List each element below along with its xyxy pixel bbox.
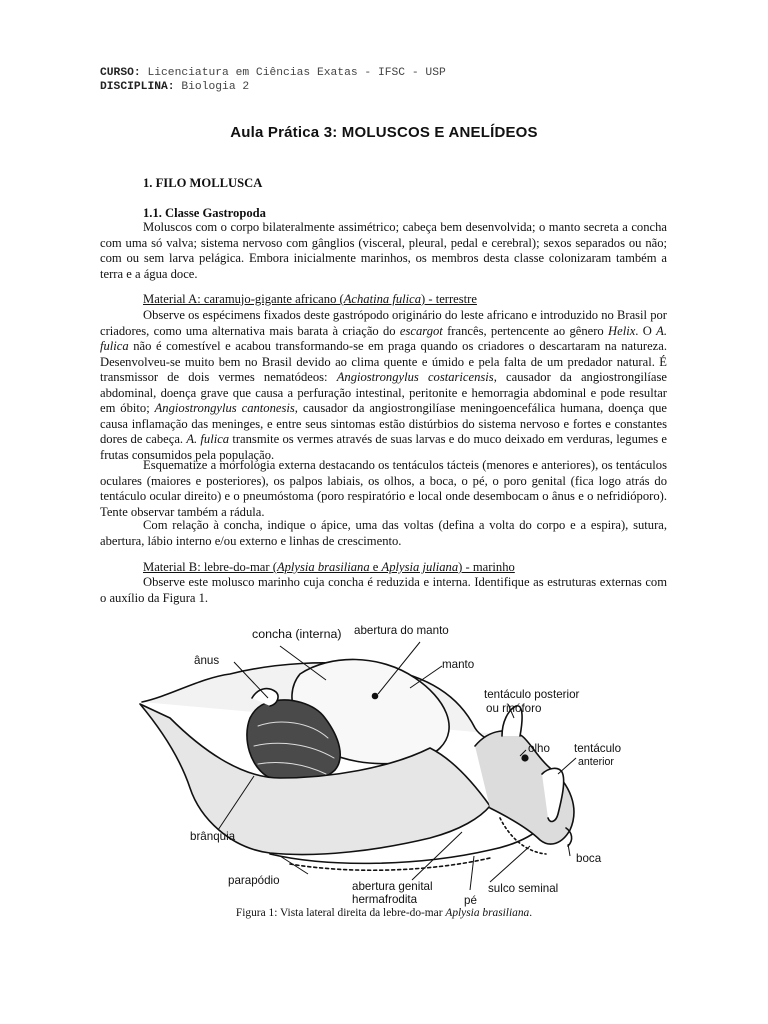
material-a-paragraph-3: Com relação à concha, indique o ápice, uma das voltas (defina a volta do corpo e a espira), sutura, abertura, lábio interno e/ou externo e linhas de crescimento. — [100, 518, 667, 548]
label-anus: ânus — [194, 654, 220, 667]
label-posterior-tentacle: tentáculo posterior — [484, 688, 580, 701]
discipline-value: Biologia 2 — [181, 80, 250, 93]
mantle-opening-dot — [373, 694, 378, 699]
figure-caption: Figura 1: Vista lateral direita da lebre-do-mar Aplysia brasiliana. — [235, 907, 533, 919]
material-b-heading: Material B: lebre-do-mar (Aplysia brasiliana e Aplysia juliana) - marinho — [143, 560, 515, 574]
subsection-heading-gastropoda: 1.1. Classe Gastropoda — [143, 206, 266, 220]
eye — [522, 755, 528, 761]
course-label: CURSO: — [100, 67, 141, 79]
course-line — [100, 67, 446, 81]
label-genital-opening: abertura genital — [352, 880, 433, 893]
label-foot: pé — [464, 894, 477, 907]
label-mantle-opening: abertura do manto — [354, 624, 449, 637]
label-seminal-groove: sulco seminal — [488, 882, 559, 895]
material-a-paragraph-2: Esquematize a morfologia externa destacando os tentáculos tácteis (menores e anteriores), os tentáculos oculares (maiores e posteriores), os palpos labiais, os olhos, a boca, o pé, o poro genital (fica logo atrás do tentáculo ocular direito) e o pneumóstoma (poro respiratório e local onde desembocam o ânus e o nefridióporo). Tente observar também a rádula. — [100, 458, 667, 519]
material-a-paragraph-1: Observe os espécimens fixados deste gastrópodo originário do leste africano e introduzido no Brasil por criadores, como uma alternativa mais barata à criação do escargot francês, pertencente ao gênero Helix. O A. fulica não é comestível e acabou transformando-se em praga quando os criadores o descartaram na natureza. Desenvolveu-se muito bem no Brasil devido ao clima quente e úmido e pela falta de um predador natural. É transmissor de dois vermes nematódeos: Angiostrongylus costaricensis, causador da angiostrongilíase abdominal, doença grave que causa a perfuração intestinal, peritonite e hemorragia abdominal e pode resultar em óbito; Angiostrongylus cantonesis, causador da angiostrongilíase meningoencefálica humana, doença que causa inflamação das meninges, e entre seus sintomas estão distúrbios do sistema nervoso e fortes e constantes dores de cabeça. A. fulica transmite os vermes através de suas larvas e do muco deixado em verduras, legumes e frutas consumidos pela população. — [100, 308, 668, 462]
section-heading-mollusca: 1. FILO MOLLUSCA — [143, 176, 263, 190]
label-mantle: manto — [442, 658, 475, 671]
label-rhinophore: ou rinóforo — [486, 702, 542, 715]
label-mouth: boca — [576, 852, 602, 865]
gastropoda-intro-paragraph: Moluscos com o corpo bilateralmente assimétrico; cabeça bem desenvolvida; o manto secreta a concha com uma só valva; sistema nervoso com gânglios (visceral, pleural, pedal e cerebral); sexos separados ou não; com ou sem larva pelágica. Embora inicialmente marinhos, os membros desta classe colonizaram também a terra e a água doce. — [100, 220, 667, 281]
label-hermaphrodite: hermafrodita — [352, 893, 418, 906]
discipline-label: DISCIPLINA: — [100, 80, 175, 93]
discipline-line — [100, 81, 446, 95]
label-tentacle: tentáculo — [574, 742, 622, 755]
label-shell: concha (interna) — [252, 627, 342, 641]
page-title: Aula Prática 3: MOLUSCOS E ANELÍDEOS — [230, 124, 538, 141]
label-anterior: anterior — [578, 756, 614, 768]
course-value: Licenciatura em Ciências Exatas - IFSC - USP — [147, 67, 446, 79]
material-b-paragraph: Observe este molusco marinho cuja concha é reduzida e interna. Identifique as estruturas externas com o auxílio da Figura 1. — [100, 575, 667, 605]
label-eye: olho — [528, 742, 550, 755]
material-a-heading: Material A: caramujo-gigante africano (Achatina fulica) - terrestre — [143, 292, 477, 306]
aplysia-figure — [130, 618, 640, 910]
label-gill: brânquia — [190, 830, 236, 843]
course-header — [100, 67, 446, 94]
label-parapodium: parapódio — [228, 874, 280, 887]
